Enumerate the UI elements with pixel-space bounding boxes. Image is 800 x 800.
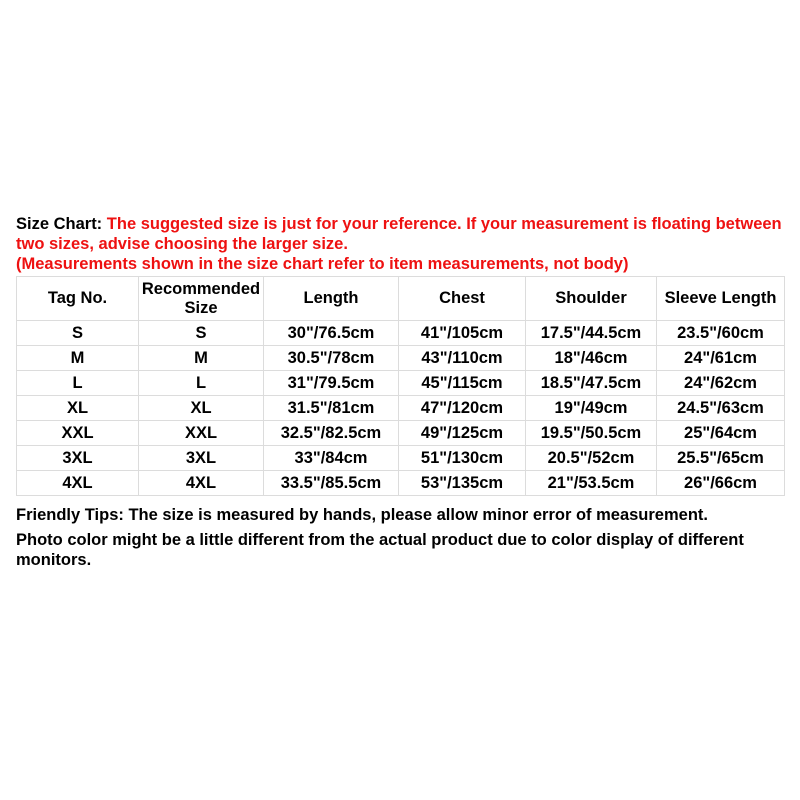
header-length: Length <box>264 277 399 321</box>
cell-recommended-size: 3XL <box>139 446 264 471</box>
cell-shoulder: 21"/53.5cm <box>526 471 657 496</box>
cell-shoulder: 19.5"/50.5cm <box>526 421 657 446</box>
cell-length: 33.5"/85.5cm <box>264 471 399 496</box>
cell-tag-no: M <box>17 346 139 371</box>
table-row <box>17 446 785 471</box>
cell-sleeve-length: 25.5"/65cm <box>657 446 785 471</box>
cell-sleeve-length: 26"/66cm <box>657 471 785 496</box>
table-row <box>17 471 785 496</box>
cell-chest: 53"/135cm <box>399 471 526 496</box>
cell-length: 30.5"/78cm <box>264 346 399 371</box>
cell-recommended-size: S <box>139 321 264 346</box>
cell-tag-no: 3XL <box>17 446 139 471</box>
table-row <box>17 396 785 421</box>
cell-sleeve-length: 24"/61cm <box>657 346 785 371</box>
table-row <box>17 321 785 346</box>
color-disclaimer: Photo color might be a little different from the actual product due to color display of different monitors. <box>16 531 744 569</box>
cell-tag-no: L <box>17 371 139 396</box>
cell-sleeve-length: 24"/62cm <box>657 371 785 396</box>
cell-shoulder: 20.5"/52cm <box>526 446 657 471</box>
cell-recommended-size: M <box>139 346 264 371</box>
reference-note: The suggested size is just for your reference. If your measurement is floating between two sizes, advise choosing the larger size. <box>16 215 782 253</box>
cell-length: 31"/79.5cm <box>264 371 399 396</box>
cell-chest: 43"/110cm <box>399 346 526 371</box>
size-table <box>16 276 785 496</box>
table-header-row <box>17 277 785 321</box>
size-chart-intro <box>16 214 786 274</box>
cell-chest: 49"/125cm <box>399 421 526 446</box>
cell-chest: 41"/105cm <box>399 321 526 346</box>
cell-tag-no: 4XL <box>17 471 139 496</box>
cell-sleeve-length: 23.5"/60cm <box>657 321 785 346</box>
size-chart-sheet <box>16 214 786 570</box>
friendly-tips: Friendly Tips: The size is measured by hands, please allow minor error of measurement. <box>16 506 708 524</box>
cell-chest: 51"/130cm <box>399 446 526 471</box>
cell-chest: 45"/115cm <box>399 371 526 396</box>
cell-sleeve-length: 25"/64cm <box>657 421 785 446</box>
cell-tag-no: XXL <box>17 421 139 446</box>
header-recommended-size: Recommended Size <box>139 277 264 321</box>
cell-shoulder: 17.5"/44.5cm <box>526 321 657 346</box>
cell-recommended-size: 4XL <box>139 471 264 496</box>
cell-tag-no: S <box>17 321 139 346</box>
table-row <box>17 371 785 396</box>
cell-chest: 47"/120cm <box>399 396 526 421</box>
header-tag-no: Tag No. <box>17 277 139 321</box>
cell-shoulder: 19"/49cm <box>526 396 657 421</box>
header-sleeve-length: Sleeve Length <box>657 277 785 321</box>
cell-length: 33"/84cm <box>264 446 399 471</box>
cell-tag-no: XL <box>17 396 139 421</box>
cell-recommended-size: L <box>139 371 264 396</box>
size-chart-label: Size Chart: <box>16 215 103 233</box>
table-row <box>17 421 785 446</box>
cell-shoulder: 18"/46cm <box>526 346 657 371</box>
measurement-note: (Measurements shown in the size chart refer to item measurements, not body) <box>16 255 629 273</box>
cell-length: 32.5"/82.5cm <box>264 421 399 446</box>
cell-sleeve-length: 24.5"/63cm <box>657 396 785 421</box>
cell-recommended-size: XXL <box>139 421 264 446</box>
cell-length: 30"/76.5cm <box>264 321 399 346</box>
cell-shoulder: 18.5"/47.5cm <box>526 371 657 396</box>
table-row <box>17 346 785 371</box>
cell-recommended-size: XL <box>139 396 264 421</box>
header-shoulder: Shoulder <box>526 277 657 321</box>
header-chest: Chest <box>399 277 526 321</box>
cell-length: 31.5"/81cm <box>264 396 399 421</box>
